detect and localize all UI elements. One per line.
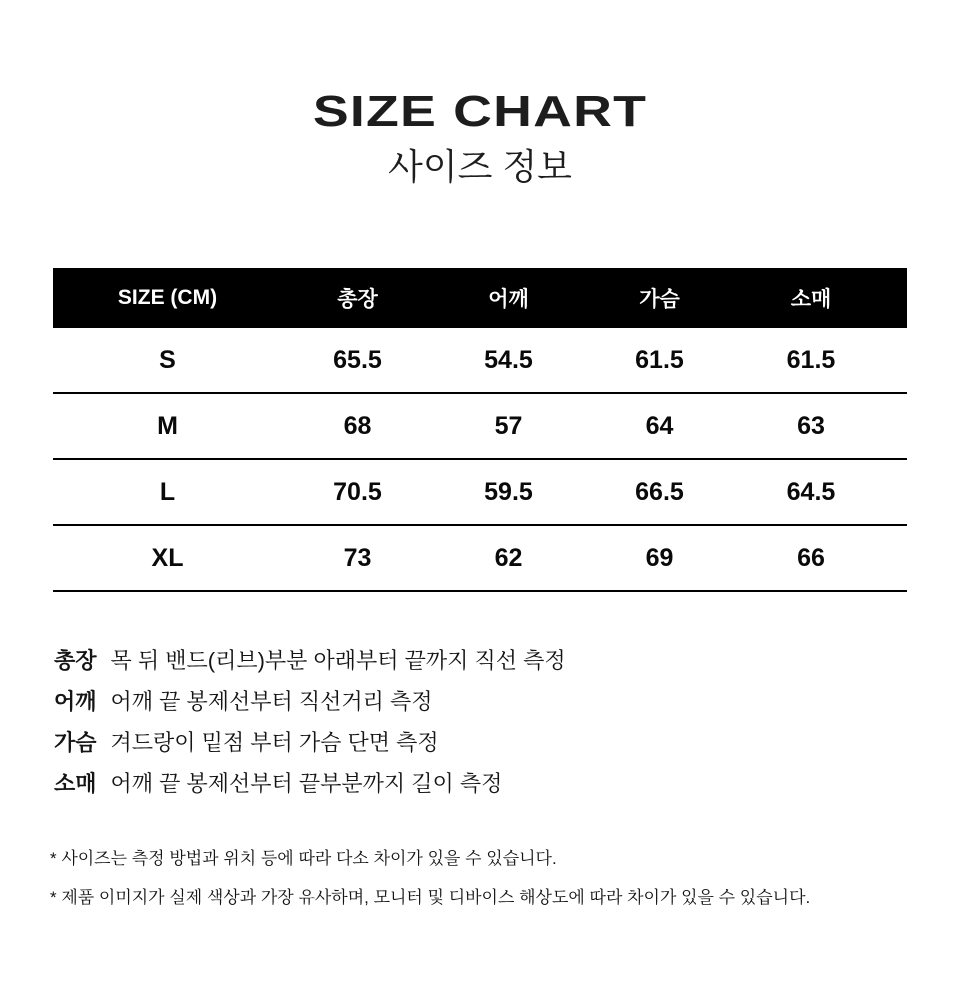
- note-chest: [54, 722, 960, 763]
- value-cell: 66: [797, 543, 825, 572]
- size-cell: XL: [151, 543, 184, 572]
- note-term: 소매: [54, 771, 97, 797]
- disclaimer-color-variance: * 제품 이미지가 실제 색상과 가장 유사하며, 모니터 및 디바이스 해상도에 따라 차이가 있을 수 있습니다.: [50, 888, 811, 908]
- value-cell: 64.5: [786, 477, 836, 506]
- disclaimer-size-variance: * 사이즈는 측정 방법과 위치 등에 따라 다소 차이가 있을 수 있습니다.: [50, 849, 557, 869]
- value-cell: 54.5: [484, 345, 533, 374]
- table-row-l: [53, 460, 907, 526]
- note-text: 어깨 끝 봉제선부터 끝부분까지 길이 측정: [110, 771, 503, 797]
- size-chart-table: [53, 268, 907, 592]
- table-row-s: [53, 328, 907, 394]
- size-cell: L: [159, 477, 176, 506]
- table-row-m: [53, 394, 907, 460]
- note-term: 가슴: [54, 730, 97, 756]
- value-cell: 69: [645, 543, 674, 572]
- value-cell: 66.5: [635, 477, 684, 506]
- value-cell: 70.5: [333, 477, 382, 506]
- note-total-length: [54, 640, 960, 681]
- value-cell: 64: [645, 411, 674, 440]
- note-text: 겨드랑이 밑점 부터 가슴 단면 측정: [110, 730, 439, 756]
- page-title: SIZE CHART: [312, 87, 648, 136]
- table-header-row: [53, 268, 907, 328]
- note-text: 목 뒤 밴드(리브)부분 아래부터 끝까지 직선 측정: [110, 648, 566, 674]
- note-shoulder: [54, 681, 960, 722]
- column-header-chest: 가슴: [639, 288, 680, 312]
- disclaimer-section: [50, 847, 960, 909]
- page-subtitle: 사이즈 정보: [388, 146, 572, 187]
- column-header-size: SIZE (CM): [117, 286, 218, 310]
- value-cell: 63: [797, 411, 825, 440]
- note-term: 어깨: [54, 689, 97, 715]
- table-row-xl: [53, 526, 907, 592]
- column-header-length: 총장: [337, 288, 378, 312]
- value-cell: 65.5: [333, 345, 382, 374]
- value-cell: 62: [494, 543, 523, 572]
- note-term: 총장: [54, 648, 97, 674]
- size-cell: S: [159, 345, 176, 374]
- column-header-sleeve: 소매: [790, 288, 832, 312]
- note-text: 어깨 끝 봉제선부터 직선거리 측정: [110, 689, 433, 715]
- column-header-shoulder: 어깨: [488, 288, 529, 312]
- measurement-notes: [54, 640, 960, 804]
- value-cell: 57: [494, 411, 523, 440]
- value-cell: 68: [343, 411, 372, 440]
- value-cell: 61.5: [635, 345, 684, 374]
- value-cell: 59.5: [484, 477, 533, 506]
- value-cell: 61.5: [786, 345, 836, 374]
- note-sleeve: [54, 763, 960, 804]
- size-cell: M: [157, 411, 178, 440]
- value-cell: 73: [343, 543, 372, 572]
